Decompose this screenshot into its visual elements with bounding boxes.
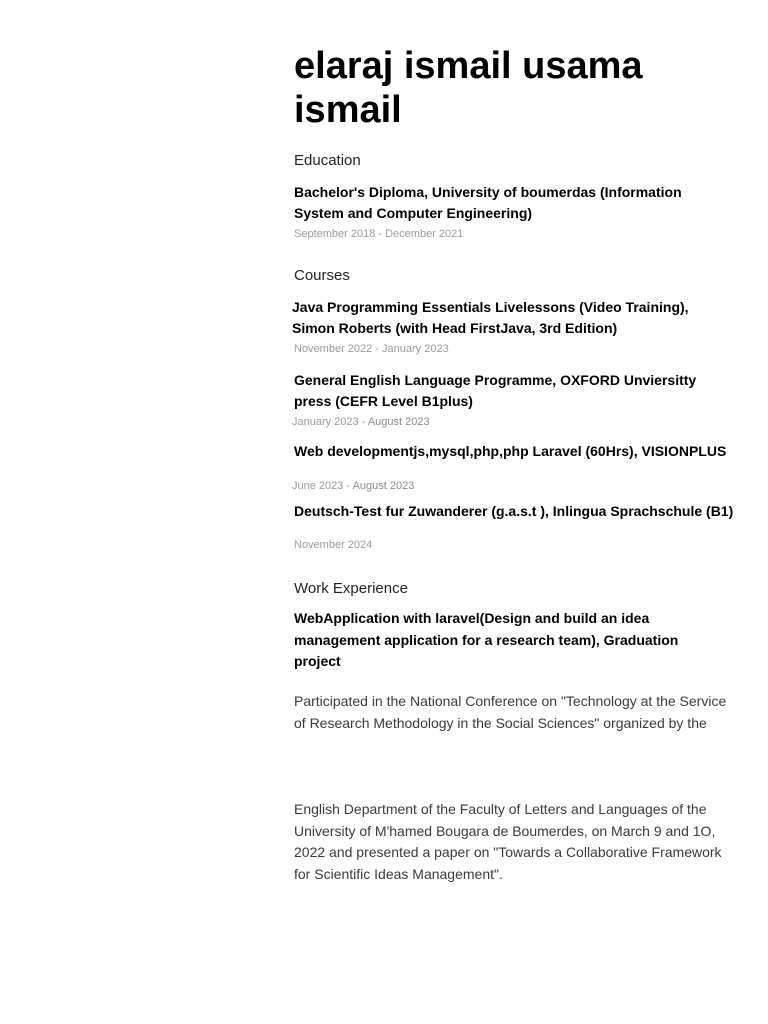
course-entry-title: Deutsch-Test fur Zuwanderer (g.a.s.t ), Inlingua Sprachschule (B1) xyxy=(294,503,734,519)
course-date-end: August 2023 xyxy=(367,416,430,428)
section-title-courses: Courses xyxy=(294,267,350,284)
course-entry-date: November 2024 xyxy=(294,539,373,551)
course-entry-title: Java Programming Essentials Livelessons (Video Training), Simon Roberts (with Head FirstJava, 3rd Edition) xyxy=(292,299,689,336)
course-date-end: August 2023 xyxy=(352,480,415,492)
course-entry-date: November 2022 - January 2023 xyxy=(294,343,449,355)
section-title-education: Education xyxy=(294,152,361,169)
course-entry-date xyxy=(292,415,430,429)
course-entry-date xyxy=(292,479,414,493)
education-entry-date: September 2018 - December 2021 xyxy=(294,228,464,240)
section-title-work-experience: Work Experience xyxy=(294,580,408,597)
course-entry-title: General English Language Programme, OXFORD Unviersitty press (CEFR Level B1plus) xyxy=(294,372,697,409)
course-date-start: January 2023 - xyxy=(292,416,368,428)
work-entry-title: WebApplication with laravel(Design and build an idea management application for a research team), Graduation project xyxy=(294,610,679,669)
work-entry-description-continued: English Department of the Faculty of Letters and Languages of the University of M'hamed Bougara de Boumerdes, on March 9 and 1O, 2022 and presented a paper on "Towards a Collaborative Framework for Scientific Ideas Management". xyxy=(294,801,722,882)
course-entry-title: Web developmentjs,mysql,php,php Laravel (60Hrs), VISIONPLUS xyxy=(294,443,727,459)
work-entry-description: Participated in the National Conference on "Technology at the Service of Research Methodology in the Social Sciences" organized by the xyxy=(294,693,727,731)
education-entry-title: Bachelor's Diploma, University of boumerdas (Information System and Computer Engineering) xyxy=(294,184,682,221)
page-title: elaraj ismail usama ismail xyxy=(294,45,643,131)
course-date-start: June 2023 - xyxy=(292,480,353,492)
